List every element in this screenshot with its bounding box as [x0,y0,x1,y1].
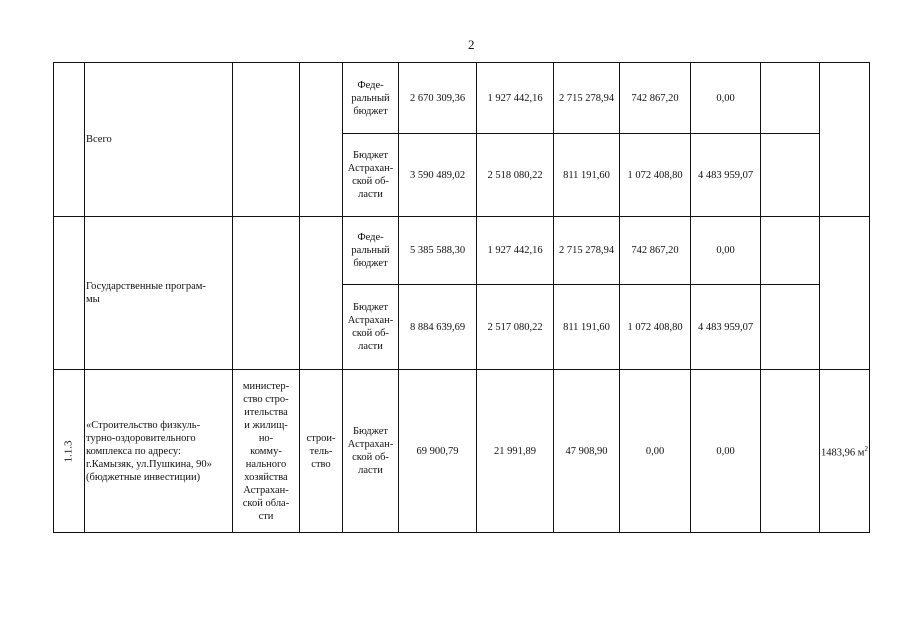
funding-source: Феде- ральный бюджет [343,217,399,285]
value-cell: 8 884 639,69 [399,285,477,370]
row-name: Всего [85,63,233,217]
value-cell: 742 867,20 [620,217,691,285]
value-cell [761,134,820,217]
row-code: 1.1.3 [62,440,75,462]
result-cell [820,63,870,217]
value-cell [761,217,820,285]
value-cell: 0,00 [691,63,761,134]
value-cell: 2 518 080,22 [477,134,554,217]
value-cell: 0,00 [691,217,761,285]
table-row [54,217,870,285]
funding-source: Феде- ральный бюджет [343,63,399,134]
row-name: «Строительство физкуль- турно-оздоровительного комплекса по адресу: г.Камызяк, ул.Пушкина, 90» (бюджетные инвестиции) [85,370,233,533]
value-cell: 811 191,60 [554,134,620,217]
value-cell: 2 670 309,36 [399,63,477,134]
type-cell [300,217,343,370]
value-cell: 1 927 442,16 [477,63,554,134]
value-cell: 3 590 489,02 [399,134,477,217]
code-cell [54,63,85,217]
value-cell: 742 867,20 [620,63,691,134]
value-cell: 1 072 408,80 [620,285,691,370]
value-cell: 811 191,60 [554,285,620,370]
value-cell: 0,00 [620,370,691,533]
type-cell: строи- тель- ство [300,370,343,533]
budget-table [53,62,870,533]
value-cell [761,370,820,533]
value-cell: 1 927 442,16 [477,217,554,285]
table-row [54,63,870,134]
value-cell: 4 483 959,07 [691,134,761,217]
row-name: Государственные програм- мы [85,217,233,370]
funding-source: Бюджет Астрахан- ской об- ласти [343,285,399,370]
result-value: 1483,96 м [821,447,865,459]
executor-cell [233,63,300,217]
value-cell: 2 715 278,94 [554,217,620,285]
result-cell [820,370,870,533]
code-cell [54,217,85,370]
value-cell: 1 072 408,80 [620,134,691,217]
value-cell: 0,00 [691,370,761,533]
value-cell: 2 517 080,22 [477,285,554,370]
executor-cell: министер- ство стро- ительства и жилищ- но- комму- нального хозяйства Астрахан- ской обла- сти [233,370,300,533]
value-cell: 69 900,79 [399,370,477,533]
result-cell [820,217,870,370]
value-cell: 47 908,90 [554,370,620,533]
value-cell: 4 483 959,07 [691,285,761,370]
funding-source: Бюджет Астрахан- ской об- ласти [343,134,399,217]
value-cell: 5 385 588,30 [399,217,477,285]
type-cell [300,63,343,217]
page-number: 2 [468,37,475,52]
code-cell [54,370,85,533]
value-cell [761,285,820,370]
table-row [54,370,870,533]
funding-source: Бюджет Астрахан- ской об- ласти [343,370,399,533]
executor-cell [233,217,300,370]
value-cell: 21 991,89 [477,370,554,533]
value-cell [761,63,820,134]
result-unit-exponent: 2 [864,444,868,453]
value-cell: 2 715 278,94 [554,63,620,134]
